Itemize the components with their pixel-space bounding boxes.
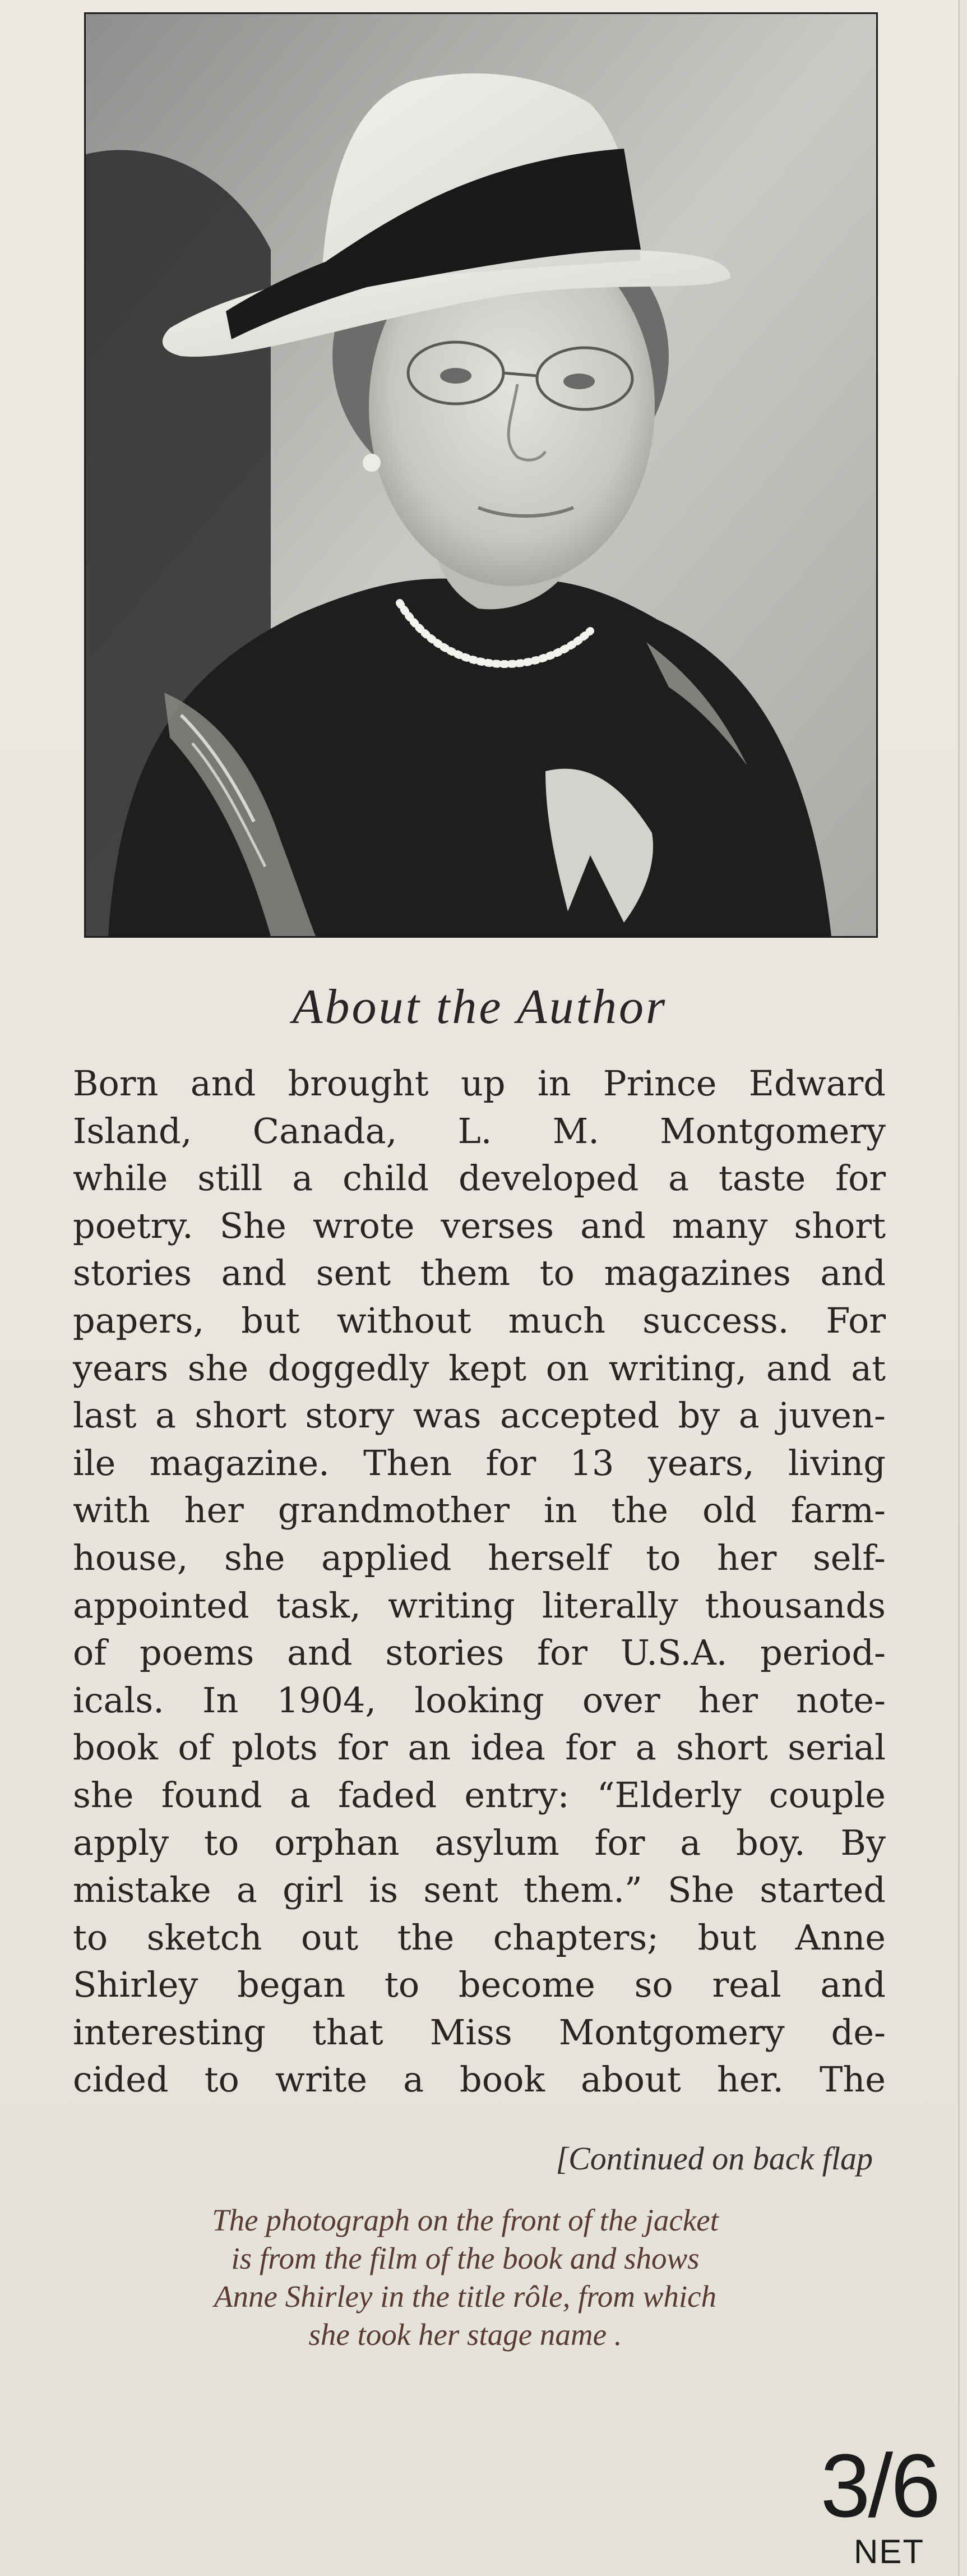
caption-line: Anne Shirley in the title rôle, from which bbox=[214, 2279, 717, 2314]
bio-line: of poems and stories for U.S.A. period- bbox=[73, 1632, 886, 1674]
bio-line: papers, but without much success. For bbox=[73, 1299, 886, 1341]
section-heading: About the Author bbox=[292, 980, 668, 1034]
bio-line: appointed task, writing literally thousands bbox=[73, 1584, 886, 1626]
bio-line: cided to write a book about her. The bbox=[73, 2059, 886, 2100]
bio-line: Born and brought up in Prince Edward bbox=[73, 1063, 886, 1104]
bio-line: ile magazine. Then for 13 years, living bbox=[73, 1442, 886, 1483]
bio-line: Shirley began to become so real and bbox=[73, 1964, 886, 2006]
bio-line: while still a child developed a taste for bbox=[73, 1158, 886, 1199]
bio-line: poetry. She wrote verses and many short bbox=[73, 1205, 886, 1246]
price: 3/6 bbox=[820, 2435, 938, 2536]
bio-line: she found a faded entry: “Elderly couple bbox=[73, 1774, 886, 1815]
bio-line: Island, Canada, L. M. Montgomery bbox=[73, 1110, 886, 1151]
bio-line: with her grandmother in the old farm- bbox=[73, 1490, 886, 1531]
bio-line: icals. In 1904, looking over her note- bbox=[73, 1679, 886, 1721]
bio-line: book of plots for an idea for a short serial bbox=[73, 1727, 886, 1768]
author-portrait-photo bbox=[84, 12, 878, 938]
bio-line: house, she applied herself to her self- bbox=[73, 1537, 886, 1578]
bio-line: to sketch out the chapters; but Anne bbox=[73, 1916, 886, 1958]
bio-line: last a short story was accepted by a juven- bbox=[73, 1395, 886, 1436]
photo-caption bbox=[101, 2201, 830, 2354]
caption-line: she took her stage name . bbox=[308, 2317, 622, 2352]
bio-line: apply to orphan asylum for a boy. By bbox=[73, 1822, 886, 1863]
caption-line: The photograph on the front of the jacket bbox=[212, 2203, 719, 2237]
caption-line: is from the film of the book and shows bbox=[231, 2241, 700, 2275]
bio-line: mistake a girl is sent them.” She started bbox=[73, 1869, 886, 1911]
bio-line: interesting that Miss Montgomery de- bbox=[73, 2011, 886, 2053]
continued-note: [Continued on back flap bbox=[556, 2140, 873, 2177]
bio-line: years she doggedly kept on writing, and at bbox=[73, 1347, 886, 1389]
bio-line: stories and sent them to magazines and bbox=[73, 1252, 886, 1294]
author-biography bbox=[73, 1060, 886, 2104]
price-unit: NET bbox=[854, 2533, 924, 2570]
